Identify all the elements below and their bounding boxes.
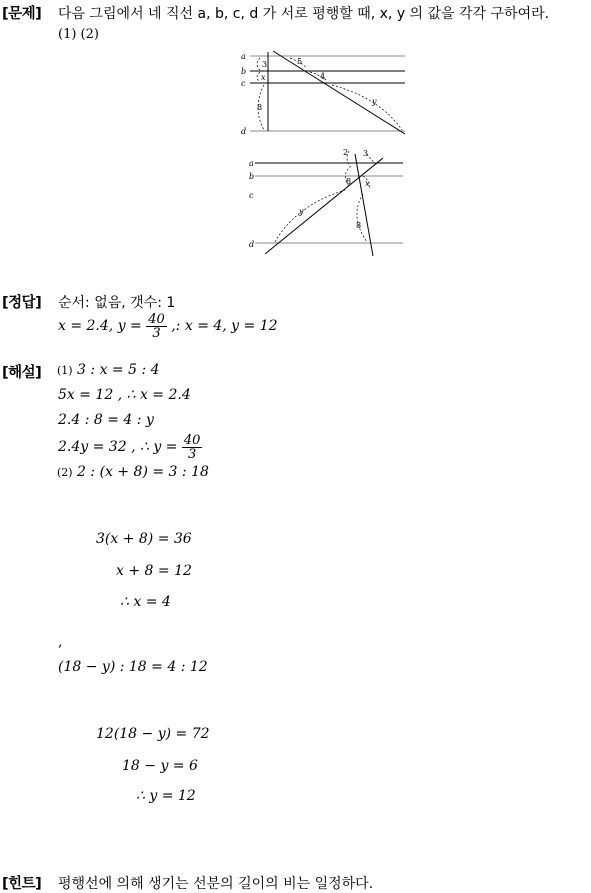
part1-eq4	[58, 429, 202, 465]
part2-eq4: ∴ x = 4	[120, 594, 171, 610]
answer-frac-num: 40	[148, 311, 165, 327]
fig2-line-c: c	[249, 191, 254, 200]
answer-line-2-post: ,: x = 4, y = 12	[171, 318, 278, 334]
fig1-line-d: d	[241, 127, 247, 136]
part2-eq3: x + 8 = 12	[116, 563, 192, 579]
fig1-line-a: a	[241, 52, 246, 61]
problem-sub: (1) (2)	[58, 27, 99, 42]
part1-marker: (1)	[57, 364, 73, 377]
part2-eq5: (18 − y) : 18 = 4 : 12	[58, 659, 208, 675]
fig2-label-x: x	[365, 179, 370, 188]
part2-eq2: 3(x + 8) = 36	[96, 531, 192, 547]
fig2-label-y: y	[299, 207, 304, 216]
figure-1	[240, 48, 410, 140]
fig2-label-2: 2	[343, 148, 349, 157]
fig2-line-a: a	[249, 159, 254, 168]
part2-eq6: 12(18 − y) = 72	[96, 726, 210, 742]
fig1-label-x: x	[261, 73, 266, 82]
problem-tag: [문제]	[2, 6, 42, 22]
part2-eq8: ∴ y = 12	[136, 788, 196, 804]
part2-marker: (2)	[57, 466, 73, 479]
fig1-line-b: b	[241, 67, 247, 76]
part1-frac-num: 40	[183, 432, 201, 448]
fig2-label-3: 3	[363, 149, 369, 158]
fig1-label-y: y	[372, 97, 377, 106]
fig1-label-3: 3	[262, 60, 268, 69]
hint-text: 평행선에 의해 생기는 선분의 길이의 비는 일정하다.	[58, 876, 374, 892]
problem-text: 다음 그림에서 네 직선 a, b, c, d 가 서로 평행할 때, x, y 의 값을 각각 구하여라.	[58, 6, 550, 22]
fig2-label-8a: 8	[346, 177, 352, 186]
part2-eq1: 2 : (x + 8) = 3 : 18	[77, 464, 209, 480]
part1-eq2: 5x = 12 , ∴ x = 2.4	[58, 387, 191, 403]
fig2-line-b: b	[249, 172, 255, 181]
hint-tag: [힌트]	[2, 876, 42, 892]
solution-part2-line1	[57, 464, 209, 480]
fig1-label-4: 4	[320, 72, 326, 81]
part1-fraction	[182, 434, 203, 461]
answer-frac-den: 3	[152, 325, 161, 341]
fig1-line-c: c	[241, 79, 246, 88]
part1-eq4-pre: 2.4y = 32 , ∴ y =	[58, 439, 178, 455]
answer-line-2-pre: x = 2.4, y =	[58, 318, 142, 334]
fig2-line-d: d	[249, 240, 255, 249]
solution-part1-line1	[57, 362, 160, 378]
answer-fraction	[146, 313, 167, 340]
answer-line-2	[58, 308, 278, 344]
part1-eq1: 3 : x = 5 : 4	[77, 362, 160, 378]
fig2-label-8b: 8	[356, 221, 362, 230]
answer-line-1: 순서: 없음, 갯수: 1	[58, 295, 176, 311]
part1-frac-den: 3	[188, 446, 197, 462]
part1-eq3: 2.4 : 8 = 4 : y	[58, 412, 154, 428]
fig1-label-8: 8	[257, 103, 263, 112]
figure-2	[245, 146, 405, 258]
part2-eq7: 18 − y = 6	[122, 758, 198, 774]
fig1-label-5: 5	[297, 57, 303, 66]
solution-tag: [해설]	[2, 365, 42, 381]
answer-tag: [정답]	[2, 295, 42, 311]
part2-comma: ,	[58, 634, 63, 650]
